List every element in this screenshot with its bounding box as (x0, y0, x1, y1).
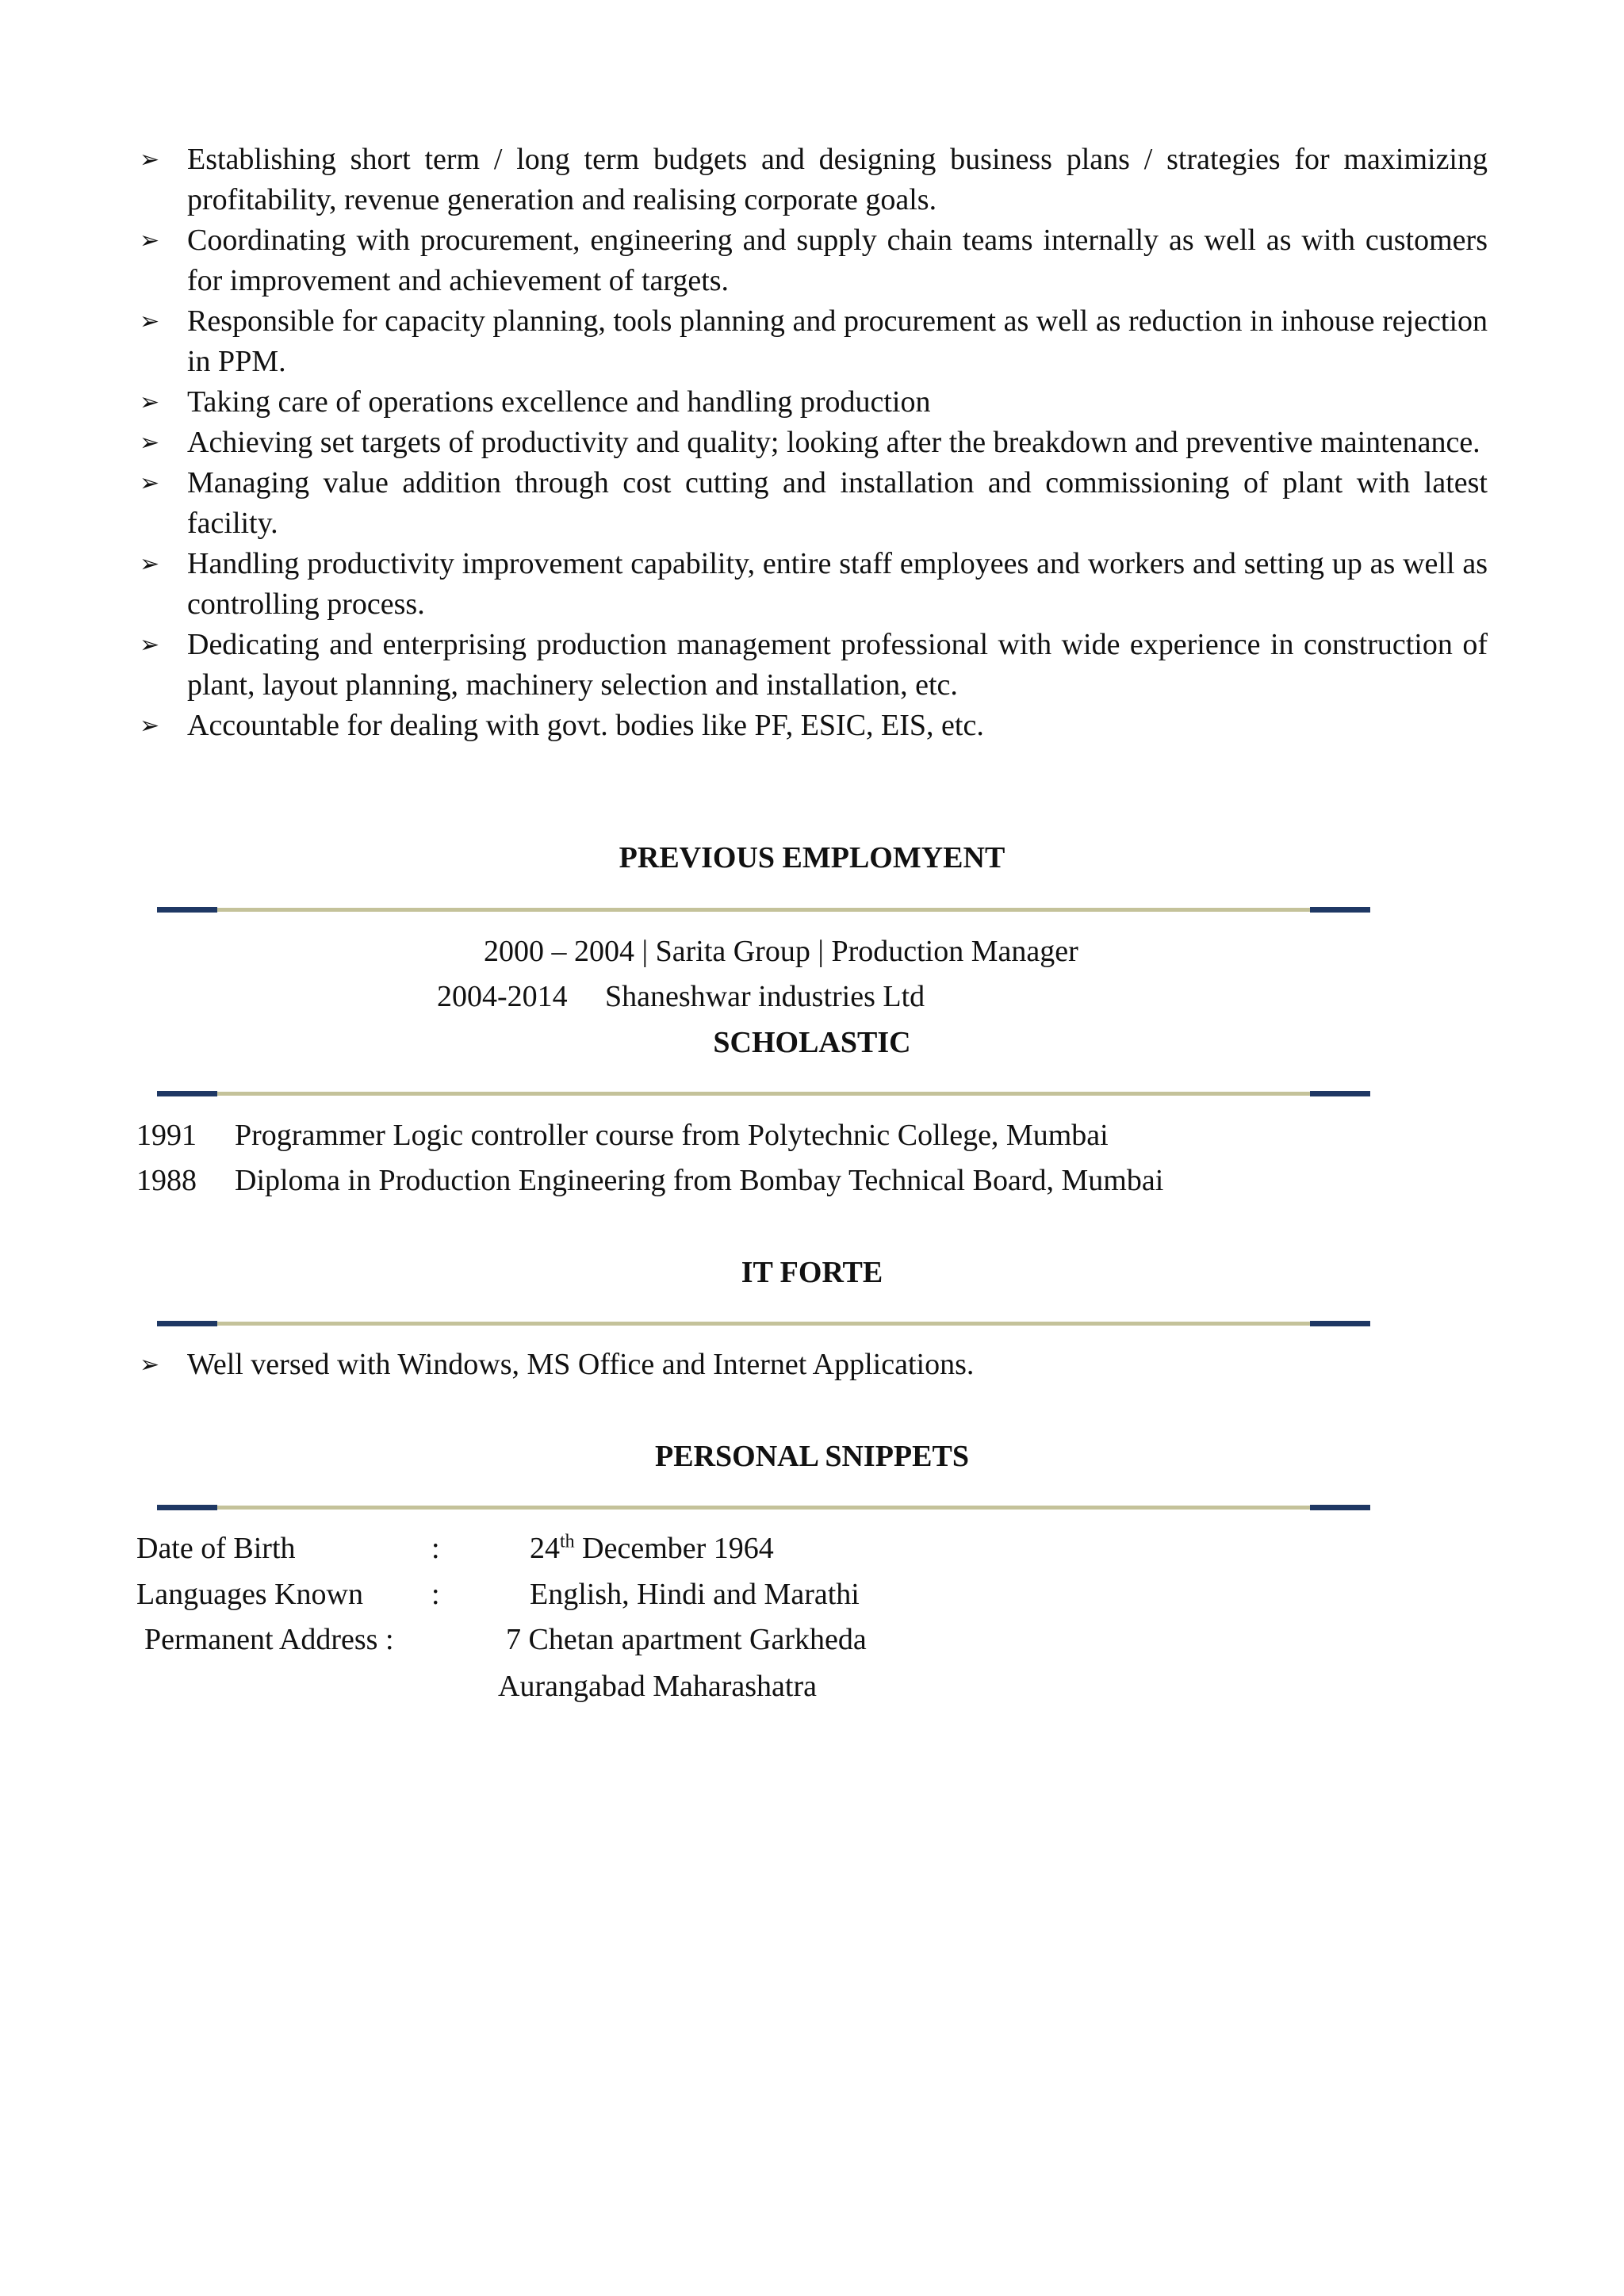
list-item-text: Achieving set targets of productivity and quality; looking after the breakdown and preventive maintenance. (187, 426, 1480, 459)
arrow-bullet-icon: ➢ (140, 1351, 160, 1379)
list-item (136, 140, 1488, 220)
list-item (136, 1345, 1488, 1385)
address-label: Permanent Address : (144, 1623, 394, 1656)
arrow-bullet-icon: ➢ (140, 550, 160, 578)
divider-accent-right (1310, 907, 1370, 913)
arrow-bullet-icon: ➢ (140, 469, 160, 497)
divider-main (217, 1322, 1310, 1326)
list-item-text: Responsible for capacity planning, tools planning and procurement as well as reduction in inhouse rejection in PPM. (187, 304, 1488, 378)
it-forte-title: IT FORTE (741, 1256, 883, 1289)
address-line-1: 7 Chetan apartment Garkheda (506, 1623, 867, 1656)
responsibilities-list (136, 140, 1488, 746)
scholastic-year: 1991 (136, 1119, 197, 1152)
arrow-bullet-icon: ➢ (140, 146, 160, 174)
list-item (136, 625, 1488, 706)
list-item-text: Accountable for dealing with govt. bodies like PF, ESIC, EIS, etc. (187, 709, 984, 742)
list-item-text: Managing value addition through cost cutting and installation and commissioning of plant with latest facility. (187, 466, 1488, 540)
employment-entry-company: Shaneshwar industries Ltd (605, 980, 925, 1013)
dob-value (530, 1529, 774, 1568)
list-item (136, 423, 1488, 463)
section-divider (157, 1321, 1370, 1326)
scholastic-text: Programmer Logic controller course from Polytechnic College, Mumbai (235, 1119, 1109, 1152)
previous-employment-title: PREVIOUS EMPLOMYENT (619, 841, 1005, 874)
arrow-bullet-icon: ➢ (140, 712, 160, 740)
it-forte-list (136, 1345, 1488, 1385)
list-item (136, 544, 1488, 625)
dob-rest: December 1964 (574, 1532, 774, 1565)
list-item (136, 382, 1488, 423)
divider-main (217, 1506, 1310, 1510)
dob-colon: : (431, 1532, 440, 1565)
employment-entry-years: 2004-2014 (437, 980, 568, 1013)
scholastic-title: SCHOLASTIC (713, 1026, 911, 1059)
divider-accent-right (1310, 1505, 1370, 1510)
divider-accent-left (157, 1091, 217, 1096)
employment-entry-sarita: 2000 – 2004 | Sarita Group | Production Manager (484, 935, 1078, 968)
list-item-text: Handling productivity improvement capability, entire staff employees and workers and setting up as well as controlling process. (187, 547, 1488, 621)
list-item-text: Dedicating and enterprising production management professional with wide experience in construction of plant, layout planning, machinery selection and installation, etc. (187, 628, 1488, 702)
list-item (136, 463, 1488, 544)
list-item (136, 706, 1488, 746)
address-line-2: Aurangabad Maharashatra (498, 1670, 817, 1703)
list-item (136, 301, 1488, 382)
dob-day: 24 (530, 1532, 560, 1565)
divider-accent-left (157, 1505, 217, 1510)
languages-value: English, Hindi and Marathi (530, 1578, 860, 1611)
list-item-text: Taking care of operations excellence and handling production (187, 385, 931, 419)
languages-colon: : (431, 1578, 440, 1611)
divider-main (217, 1092, 1310, 1096)
languages-label: Languages Known (136, 1578, 363, 1611)
arrow-bullet-icon: ➢ (140, 388, 160, 416)
dob-label: Date of Birth (136, 1532, 296, 1565)
arrow-bullet-icon: ➢ (140, 227, 160, 254)
section-divider (157, 907, 1370, 913)
arrow-bullet-icon: ➢ (140, 429, 160, 457)
list-item (136, 220, 1488, 301)
section-divider (157, 1091, 1370, 1096)
divider-accent-left (157, 907, 217, 913)
divider-accent-left (157, 1321, 217, 1326)
list-item-text: Well versed with Windows, MS Office and Internet Applications. (187, 1348, 975, 1381)
dob-suffix: th (560, 1531, 575, 1552)
list-item-text: Establishing short term / long term budgets and designing business plans / strategies for maximizing profitability, revenue generation and realising corporate goals. (187, 143, 1488, 216)
scholastic-text: Diploma in Production Engineering from Bombay Technical Board, Mumbai (235, 1164, 1164, 1197)
arrow-bullet-icon: ➢ (140, 631, 160, 659)
divider-accent-right (1310, 1091, 1370, 1096)
personal-snippets-title: PERSONAL SNIPPETS (655, 1440, 969, 1473)
scholastic-year: 1988 (136, 1164, 197, 1197)
list-item-text: Coordinating with procurement, engineering and supply chain teams internally as well as with customers for improvement and achievement of targets. (187, 224, 1488, 297)
divider-main (217, 908, 1310, 912)
divider-accent-right (1310, 1321, 1370, 1326)
arrow-bullet-icon: ➢ (140, 308, 160, 335)
section-divider (157, 1505, 1370, 1510)
